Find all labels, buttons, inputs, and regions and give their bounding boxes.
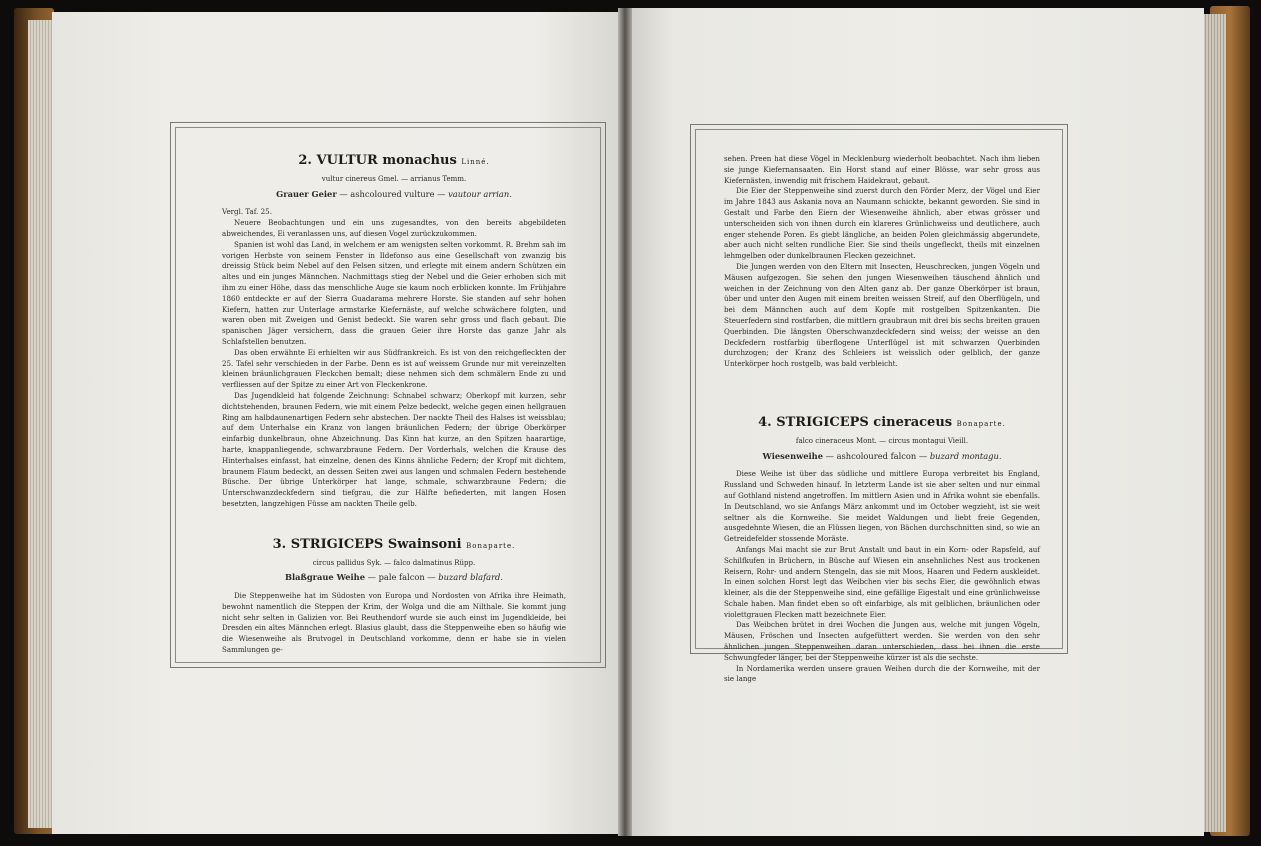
- species-synonyms: vultur cinereus Gmel. — arrianus Temm.: [321, 174, 467, 183]
- species-common-names: Wiesenweihe — ashcoloured falcon — buzard montagu.: [762, 450, 1002, 461]
- species-synonyms: falco cineraceus Mont. — circus montagui Vieill.: [795, 436, 969, 445]
- paragraph: Die Eier der Steppenweihe sind zuerst durch den Förder Merz, der Vögel und Eier im Jahre 1843 aus Askania nova an Naumann schickte, bekannt geworden. Sie sind in Gestalt und Farbe den Eiern der Wiesenweihe ähnlich, aber etwas grösser und unterscheiden sich von ihnen durch ein klareres Grünlichweiss und deutlichere, auch enger stehende Poren. Es giebt längliche, an beiden Polen gleichmässig abgerundete, aber auch nicht selten rundliche Eier. Sie sind theils ungefleckt, theils mit einzelnen lehmgelben oder dunkelbraunen Flecken gezeichnet.: [724, 186, 1040, 261]
- paragraph: Das Weibchen brütet in drei Wochen die Jungen aus, welche mit jungen Vögeln, Mäusen, Fröschen und Insecten aufgefüttert werden. Sie werden von den sehr ähnlichen jungen Steppenweihen daran unterschieden, dass bei ihnen die erste Schwungfeder länger, bei der Steppenweihe kürzer ist als die sechste.: [724, 620, 1040, 662]
- paragraph: Anfangs Mai macht sie zur Brut Anstalt und baut in ein Korn- oder Rapsfeld, auf Schilfkufen in Brüchern, in Büsche auf Wiesen ein ansehnliches Nest aus trockenen Reisern, Rohr- und andern Stengeln, das sie mit Moos, Haaren und Federn auskleidet. In einen solchen Horst legt das Weibchen vier bis sechs Eier, die gewöhnlich etwas kleiner, als die der Steppenweihe sind, eine gefällige Eigestalt und eine grünlichweisse Schale haben. Man findet eben so oft einfarbige, als mit gelblichen, bräunlichen oder violettgrauen Flecken matt bezeichnete Eier.: [724, 544, 1040, 619]
- paragraph: Vergl. Taf. 25.: [222, 207, 272, 217]
- species-synonyms: circus pallidus Syk. — falco dalmatinus Rüpp.: [312, 558, 476, 567]
- species-heading: 4. STRIGICEPS cineraceus Bonaparte.: [758, 414, 1006, 430]
- paragraph: Spanien ist wohl das Land, in welchem er am wenigsten selten vorkommt. R. Brehm sah im vorigen Herbste von seinem Fenster in Ildefonso aus eine Gesellschaft von zwanzig bis dreissig Stück beim Nebel auf den Felsen sitzen, und erlegte mit einem andern Schützen ein altes und ein junges Männchen. Nachmittags stieg der Nebel und die Geier erhoben sich mit ihm zu einer Höhe, dass das menschliche Auge sie kaum noch erblicken konnte. Im Frühjahre 1860 entdeckte er auf der Sierra Guadarama mehrere Horste. Sie standen auf sehr hohen Kiefern, hatten zur Unterlage armstarke Kiefernäste, auf welche schwächere folgten, und waren oben mit Zweigen und Genist bedeckt. Sie waren sehr gross und flach gebaut. Die spanischen Jäger versichern, dass die grauen Geier ihre Horste das ganze Jahr als Schlafstellen benutzen.: [222, 239, 566, 346]
- paragraph: In Nordamerika werden unsere grauen Weihen durch die der Kornweihe, mit der sie lange: [724, 663, 1040, 684]
- species-heading: 2. VULTUR monachus Linné.: [298, 153, 490, 168]
- paragraph: Das oben erwähnte Ei erhielten wir aus Südfrankreich. Es ist von den reichgefleckten der 25. Tafel sehr verschieden in der Farbe. Denn es ist auf weissem Grunde nur mit vereinzelten kleinen bräunlichgrauen Fleckchen bemalt; diese nehmen sich dem schmälern Ende zu und verfliessen auf der Spitze zu einer Art von Fleckenkrone.: [222, 347, 566, 390]
- left-text-column: [222, 150, 566, 656]
- species-heading: 3. STRIGICEPS Swainsoni Bonaparte.: [272, 536, 516, 552]
- paragraph: Das Jugendkleid hat folgende Zeichnung: Schnabel schwarz; Oberkopf mit kurzen, sehr dichtstehenden, braunen Federn, wie mit einem Pelze bedeckt, welche gegen einen hellgrauen Ring am halbdaunenartigen Federn sehr abstechen. Der nackte Theil des Halses ist weissblau; auf dem Unterhalse ein Kranz von langen bräunlichen Federn; der übrige Oberkörper einfarbig dunkelbraun, ohne Abzeichnung. Das Kinn hat kurze, an den Spitzen haarartige, harte, knappanliegende, schwarzbraune Federn. Der Vorderhals, welchen die Krause des Hinterhalses einfasst, hat einzelne, denen des Kinns ähnliche Federn; der Kropf mit dichtem, braunem Flaum bedeckt, an dessen Seiten zwei aus langen und schmalen Federn bestehende Büsche. Der übrige Unterkörper hat lange, schmale, schwarzbraune Federn; die Unterschwanzdeckfedern sind tiefgrau, die zur Hälfte befiederten, mit langen Hosen besetzten, langzehigen Füsse am nackten Theile gelb.: [222, 390, 566, 508]
- paragraph: Die Jungen werden von den Eltern mit Insecten, Heuschrecken, jungen Vögeln und Mäusen aufgezogen. Sie sehen den jungen Wiesenweihen täuschend ähnlich und weichen in der Zeichnung von den Alten ganz ab. Der ganze Oberkörper ist braun, über und unter den Augen mit einem breiten weissen Streif, auf den Oberflügeln, und bei dem Männchen auch auf dem Kopfe mit rostgelben Spitzenkanten. Die Steuerfedern sind rostfarben, die mittlern graubraun mit drei bis sechs breiten grauen Querbinden. Die längsten Oberschwanzdeckfedern sind weiss; der weisse an den Deckfedern rostfarbig überflogene Unterflügel ist mit schwarzen Querbinden durchzogen; der Kranz des Schleiers ist weisslich oder gelblich, der ganze Unterkörper hoch rostgelb, was bald verbleicht.: [724, 261, 1040, 369]
- paragraph: sehen. Preen hat diese Vögel in Mecklenburg wiederholt beobachtet. Nach ihm lieben sie junge Kiefernansaaten. Ein Horst stand auf einer Blösse, war sehr gross aus Kiefernästen, inwendig mit frischem Haidekraut, gebaut.: [724, 154, 1040, 185]
- book-gutter: [618, 8, 632, 836]
- paragraph: Neuere Beobachtungen und ein uns zugesandtes, von den bereits abgebildeten abweichendes, Ei veranlassen uns, auf diesen Vogel zurückzukommen.: [222, 218, 566, 238]
- paragraph: Die Steppenweihe hat im Südosten von Europa und Nordosten von Afrika ihre Heimath, bewohnt namentlich die Steppen der Krim, der Wolga und die am Nilthale. Sie kommt jung nicht sehr selten in Galizien vor. Bei Reuthendorf wurde sie auch einst im Jugendkleide, bei Dresden ein altes Männchen erlegt. Blasius glaubt, dass die Steppenweihe eben so häufig wie die Wiesenweihe als Brutvogel in Deutschland vorkomme, denn er habe sie in vielen Sammlungen ge-: [222, 591, 566, 655]
- species-common-names: Grauer Geier — ashcoloured vulture — vautour arrian.: [276, 188, 512, 199]
- right-text-column: [724, 154, 1040, 685]
- paragraph: Diese Weihe ist über das südliche und mittlere Europa verbreitet bis England, Russland und Schweden hinauf. In letzterm Lande ist sie aber selten und nur einmal auf Gothland nistend angetroffen. Im mittlern Asien und in Afrika wohnt sie ebenfalls. In Deutschland, wo sie Anfangs März ankommt und im October wegzieht, ist sie weit seltner als die Kornweihe. Sie meidet Waldungen und liebt freie Gegenden, ausgedehnte Wiesen, die an Flüssen liegen, von Bächen durchschnitten sind, so wie an Getreidefelder stossende Moräste.: [724, 469, 1040, 544]
- species-common-names: Blaßgraue Weihe — pale falcon — buzard blafard.: [285, 572, 503, 583]
